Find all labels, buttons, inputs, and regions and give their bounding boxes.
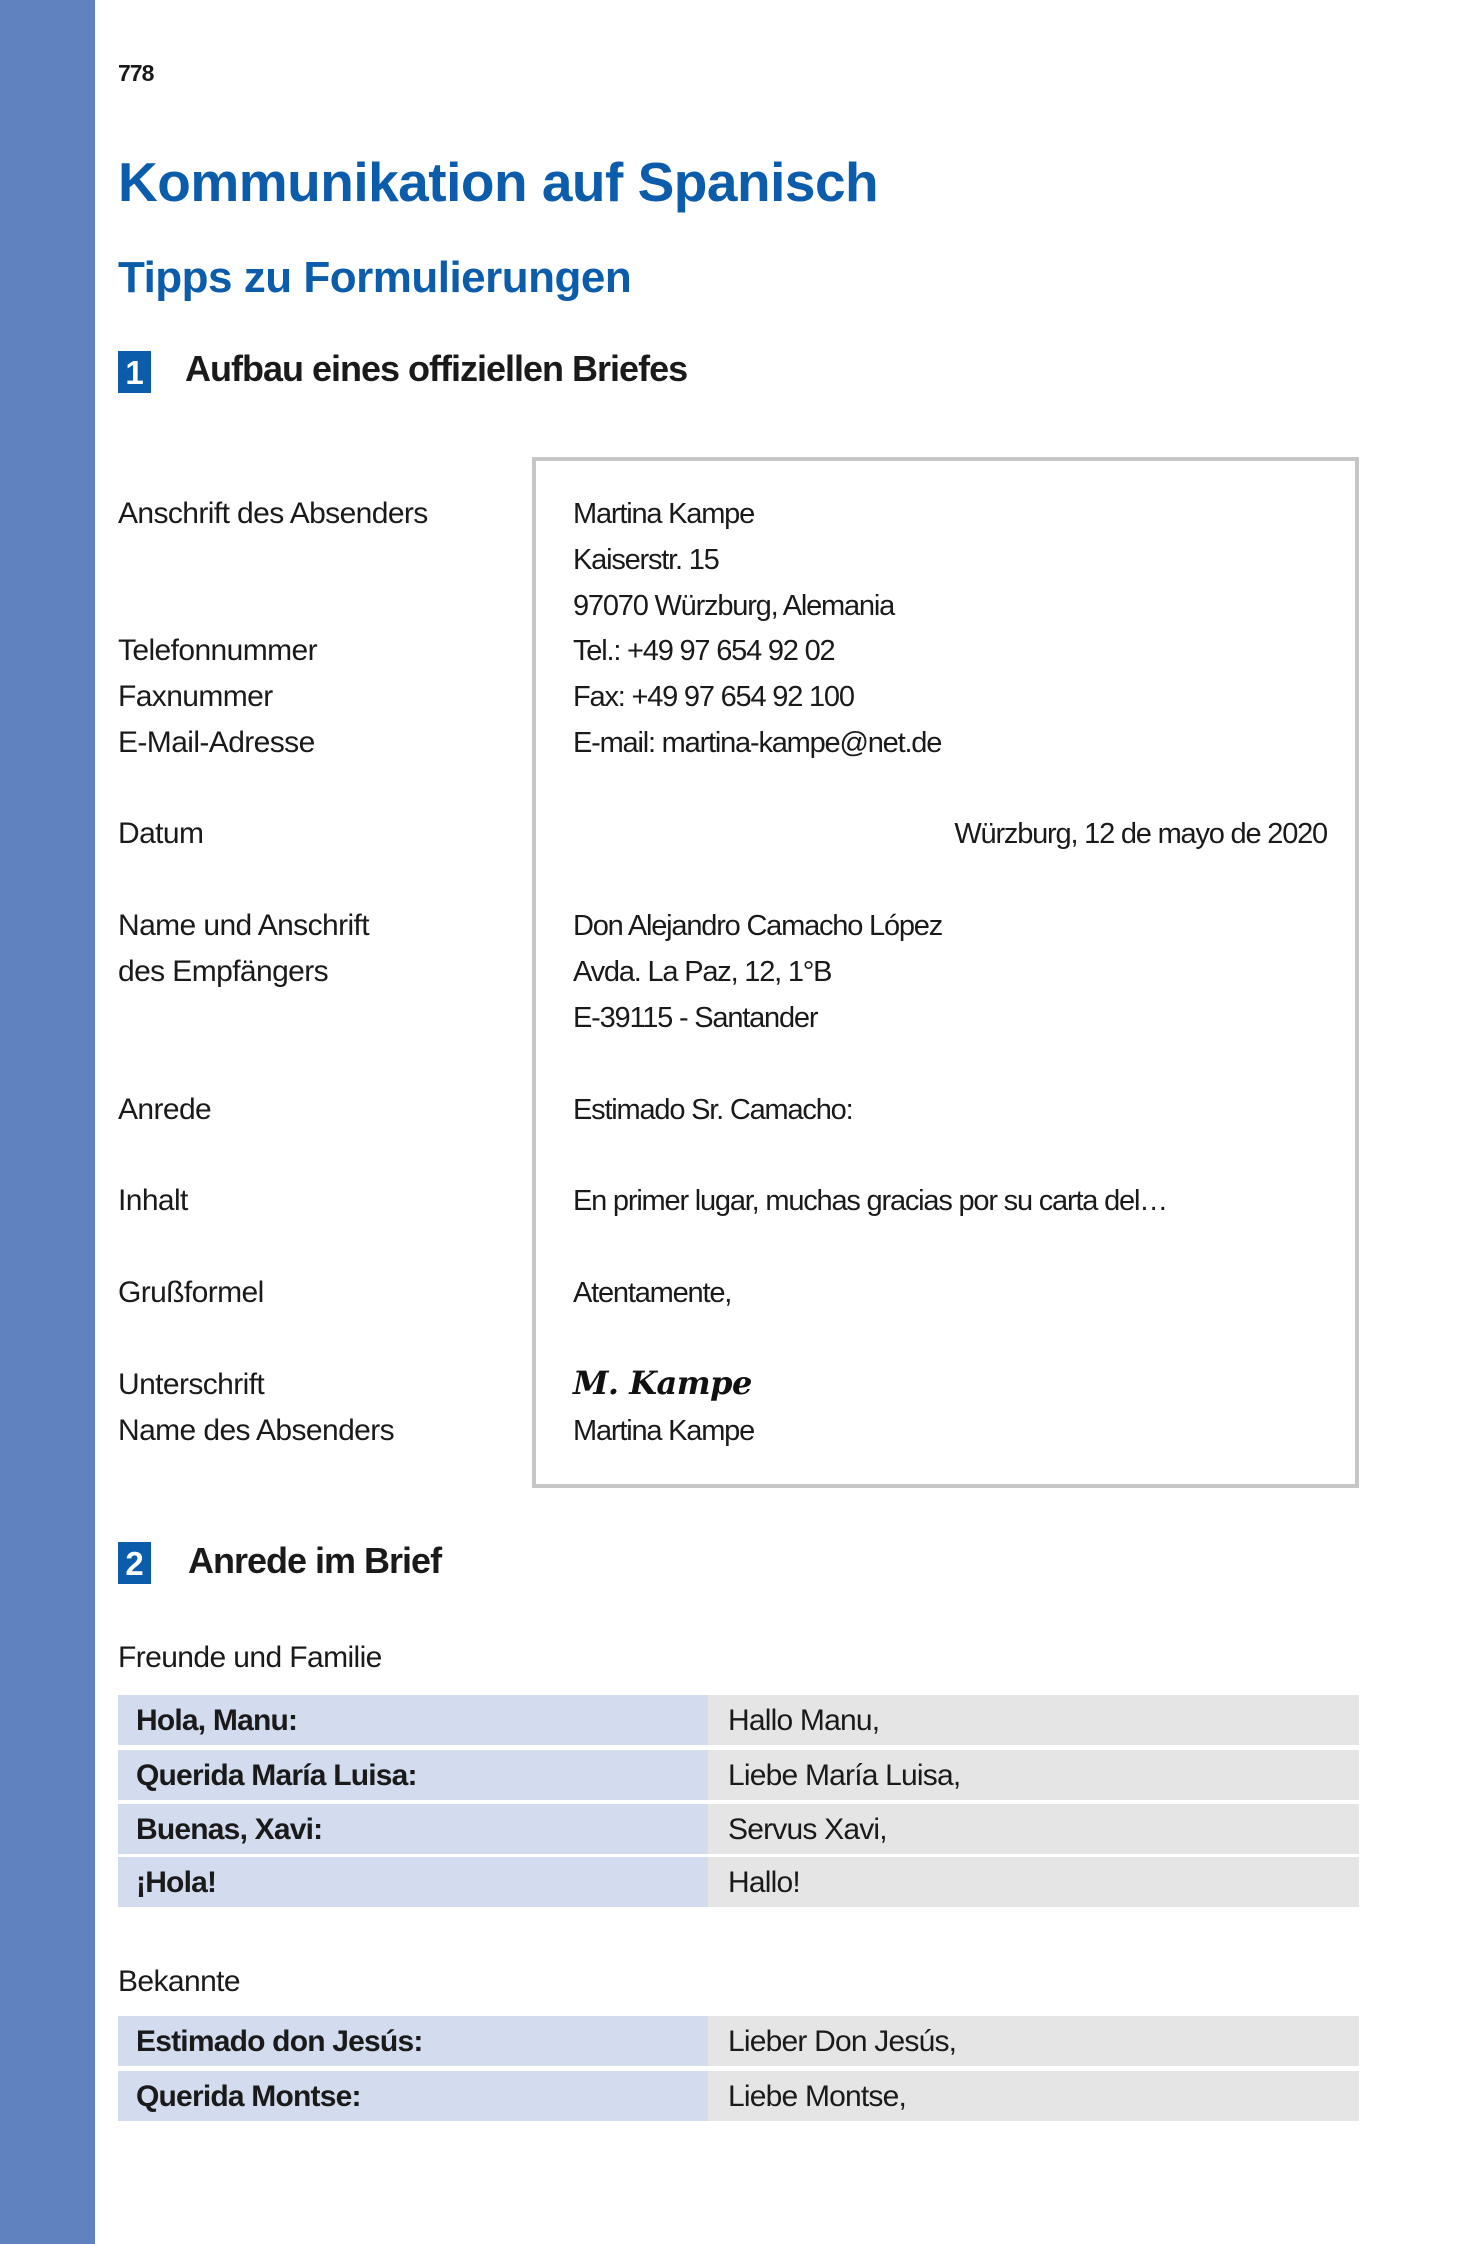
german-translation: Liebe Montse, [708,2071,1359,2121]
spanish-phrase: Estimado don Jesús: [118,2016,708,2066]
spanish-phrase: ¡Hola! [118,1857,708,1907]
label-fax: Faxnummer [118,680,273,713]
table-row [118,1857,1359,1907]
label-recipient-line2: des Empfängers [118,955,329,988]
letter-email: E-mail: martina-kampe@net.de [573,727,942,759]
letter-phone: Tel.: +49 97 654 92 02 [573,635,835,667]
label-recipient-line1: Name und Anschrift [118,909,369,942]
label-signature: Unterschrift [118,1368,265,1401]
letter-sender-name: Martina Kampe [573,498,755,530]
letter-salutation: Estimado Sr. Camacho: [573,1094,853,1126]
label-sender-name: Name des Absenders [118,1414,395,1447]
letter-recipient-street: Avda. La Paz, 12, 1°B [573,956,832,988]
section-heading: Aufbau eines offiziellen Briefes [185,348,688,389]
label-content: Inhalt [118,1184,188,1217]
group-label-acquaintances: Bekannte [118,1965,240,1998]
letter-recipient-name: Don Alejandro Camacho López [573,910,943,942]
spanish-phrase: Querida Montse: [118,2071,708,2121]
table-row [118,2016,1359,2066]
page-sidebar-band [0,0,95,2244]
label-email: E-Mail-Adresse [118,726,315,759]
section-number-badge: 1 [118,351,151,393]
letter-signed-name: Martina Kampe [573,1415,755,1447]
page-title: Kommunikation auf Spanisch [118,151,879,213]
table-row [118,2071,1359,2121]
letter-sender-city: 97070 Würzburg, Alemania [573,590,895,622]
page-subtitle: Tipps zu Formulierungen [118,253,632,302]
group-label-friends-family: Freunde und Familie [118,1641,382,1674]
letter-recipient-city: E-39115 - Santander [573,1002,818,1034]
letter-closing: Atentamente, [573,1277,732,1309]
letter-fax: Fax: +49 97 654 92 100 [573,681,854,713]
table-row [118,1750,1359,1800]
table-row [118,1804,1359,1854]
german-translation: Hallo! [708,1857,1359,1907]
label-phone: Telefonnummer [118,634,317,667]
letter-content: En primer lugar, muchas gracias por su carta del… [573,1185,1167,1217]
spanish-phrase: Hola, Manu: [118,1695,708,1745]
label-sender-address: Anschrift des Absenders [118,497,428,530]
table-row [118,1695,1359,1745]
german-translation: Lieber Don Jesús, [708,2016,1359,2066]
german-translation: Servus Xavi, [708,1804,1359,1854]
section-heading: Anrede im Brief [188,1540,442,1581]
page-number: 778 [118,60,154,86]
label-date: Datum [118,817,204,850]
letter-sender-street: Kaiserstr. 15 [573,544,719,576]
spanish-phrase: Querida María Luisa: [118,1750,708,1800]
letter-signature: M. Kampe [573,1364,752,1402]
spanish-phrase: Buenas, Xavi: [118,1804,708,1854]
label-closing: Grußformel [118,1276,264,1309]
german-translation: Hallo Manu, [708,1695,1359,1745]
german-translation: Liebe María Luisa, [708,1750,1359,1800]
section-number-badge: 2 [118,1542,151,1584]
label-salutation: Anrede [118,1093,212,1126]
letter-date: Würzburg, 12 de mayo de 2020 [954,818,1327,850]
